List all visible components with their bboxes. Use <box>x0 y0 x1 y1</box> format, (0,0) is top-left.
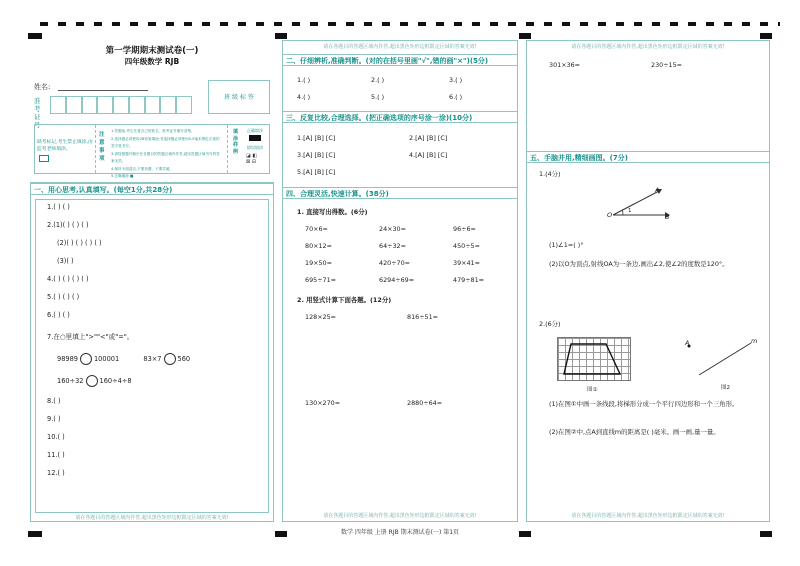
judge-4[interactable]: 4.( ) <box>297 93 311 101</box>
q2-label: 2.(6分) <box>539 320 561 328</box>
vertical-calc[interactable]: 2880÷64= <box>407 399 443 407</box>
compare-circle[interactable] <box>86 375 98 387</box>
notice-lines: 1.答题前,考生先将自己的姓名、准考证号填写清楚。 2.选择题必须使用2B铅笔填涂;非选择题必须使用0.5毫米黑色字迹的签字笔书写。 3.请按照题号顺序在各题目的答题区域内作答,超出答题区域书写的答案无效。 4.保持卡面清洁,不要折叠、不要弄破。 5.正确填涂 ■ <box>111 129 220 178</box>
oral-calc[interactable]: 80×12= <box>305 242 332 250</box>
judge-1[interactable]: 1.( ) <box>297 76 311 84</box>
column-3 <box>526 40 770 522</box>
ray-oa <box>613 191 659 215</box>
vertical-calc[interactable]: 128×25= <box>305 313 337 321</box>
point-label-a: A <box>655 186 660 194</box>
absent-checkbox[interactable] <box>39 155 49 162</box>
column-1 <box>30 40 274 522</box>
answer-line-12[interactable]: 12.( ) <box>47 469 65 477</box>
notice-heading: 注意事项 <box>99 132 105 162</box>
hint-text: 请在各题目的答题区域内作答,超出黑色矩形边框限定区域的答案无效! <box>323 513 477 519</box>
oral-calc[interactable]: 6294÷69≈ <box>379 276 415 284</box>
wrong-fill-label: 错误填涂 <box>247 145 263 150</box>
section-4-title: 四、合理灵活,快速计算。(38分) <box>283 187 517 199</box>
answer-line-2-3[interactable]: (3)( ) <box>57 257 74 265</box>
sub-question-2: 2. 用竖式计算下面各题。(12分) <box>297 296 392 304</box>
choice-4[interactable]: 4.[A] [B] [C] <box>409 151 448 159</box>
angle-arc <box>622 210 623 215</box>
hint-text: 请在各题目的答题区域内作答,超出黑色矩形边框限定区域的答案无效! <box>571 513 725 519</box>
choice-3[interactable]: 3.[A] [B] [C] <box>297 151 336 159</box>
answer-line-9[interactable]: 9.( ) <box>47 415 61 423</box>
timing-mark <box>760 33 772 39</box>
oral-calc[interactable]: 64÷32= <box>379 242 406 250</box>
choice-2[interactable]: 2.[A] [B] [C] <box>409 134 448 142</box>
compare-row-2: 160÷32 160÷4÷8 <box>57 377 132 385</box>
trapezoid-shape <box>564 344 620 374</box>
trapezoid-figure <box>557 337 631 381</box>
name-label: 姓名: <box>34 83 51 91</box>
answer-line-6[interactable]: 6.( ) ( ) <box>47 311 70 319</box>
notice-box <box>34 124 270 178</box>
hint-text: 请在各题目的答题区域内作答,超出黑色矩形边框限定区域的答案无效! <box>75 515 229 521</box>
timing-mark <box>28 531 42 537</box>
point-label-a2: A <box>685 339 690 347</box>
oral-calc[interactable]: 96÷6= <box>453 225 476 233</box>
wrong-fill-samples: ◪ ◧ ⊠ ⊟ <box>246 153 258 165</box>
judge-3[interactable]: 3.( ) <box>449 76 463 84</box>
correct-fill-label: 正确填涂 <box>247 128 263 133</box>
vertical-calc[interactable]: 816÷51= <box>407 313 439 321</box>
q1-part-1[interactable]: (1)∠1=( )° <box>549 241 584 249</box>
judge-2[interactable]: 2.( ) <box>371 76 385 84</box>
fill-sample-heading: 填 涂 样 例 <box>233 129 239 155</box>
column-2 <box>282 40 518 522</box>
choice-5[interactable]: 5.[A] [B] [C] <box>297 168 336 176</box>
compare-circle[interactable] <box>80 353 92 365</box>
figure-2-label: 图2 <box>721 385 730 391</box>
oral-calc[interactable]: 695÷71≈ <box>305 276 337 284</box>
section-3-title: 三、反复比较,合理选择。(把正确选项的序号涂一涂)(10分) <box>283 111 517 123</box>
point-label-o: O <box>607 211 613 219</box>
vertical-calc[interactable]: 230÷15= <box>651 61 683 69</box>
line-label-m: m <box>751 337 758 345</box>
figure-1-label: 图① <box>587 387 598 393</box>
section-1-box <box>30 182 274 522</box>
class-label-box: 班 级 标 签 <box>208 80 270 114</box>
section-2-title: 二、仔细辨析,准确判断。(对的在括号里画"√",错的画"×")(5分) <box>283 54 517 66</box>
exam-no-boxes[interactable] <box>50 96 192 114</box>
timing-mark <box>28 33 42 39</box>
q2-part-2[interactable]: (2)在图②中,点A到直线m的距离是( )毫米。画一画,量一量。 <box>549 428 720 436</box>
answer-line-2-2[interactable]: (2)( ) ( ) ( ) ( ) <box>57 239 102 247</box>
answer-line-2-1[interactable]: 2.(1)( ) ( ) ( ) <box>47 221 89 229</box>
answer-line-4[interactable]: 4.( ) ( ) ( ) ( ) <box>47 275 89 283</box>
choice-1[interactable]: 1.[A] [B] [C] <box>297 134 336 142</box>
q1-label: 1.(4分) <box>539 170 561 178</box>
vertical-calc[interactable]: 301×36= <box>549 61 581 69</box>
judge-6[interactable]: 6.( ) <box>449 93 463 101</box>
oral-calc[interactable]: 70×6= <box>305 225 328 233</box>
answer-line-1[interactable]: 1.( ) ( ) <box>47 203 70 211</box>
section-5-title: 五、手脑并用,精细画图。(7分) <box>527 151 769 163</box>
oral-calc[interactable]: 39×41≈ <box>453 259 480 267</box>
exam-no-label: 准考证号 <box>34 97 41 129</box>
oral-calc[interactable]: 450÷5= <box>453 242 480 250</box>
timing-mark <box>760 531 772 537</box>
point-label-b: B <box>665 213 670 221</box>
vertical-calc[interactable]: 130×270= <box>305 399 341 407</box>
q1-part-2: (2)以O为顶点,射线OA为一条边,画出∠2,使∠2的度数是120°。 <box>549 260 729 268</box>
hint-text: 请在各题目的答题区域内作答,超出黑色矩形边框限定区域的答案无效! <box>571 44 725 50</box>
hint-text: 请在各题目的答题区域内作答,超出黑色矩形边框限定区域的答案无效! <box>323 44 477 50</box>
timing-mark <box>519 33 531 39</box>
sub-question-1: 1. 直接写出得数。(6分) <box>297 208 368 216</box>
answer-line-8[interactable]: 8.( ) <box>47 397 61 405</box>
section-1-title: 一、用心思考,认真填写。(每空1分,共28分) <box>31 183 273 195</box>
answer-line-10[interactable]: 10.( ) <box>47 433 65 441</box>
timing-mark <box>275 33 287 39</box>
question-7-prompt: 7.在○里填上">""<"或"="。 <box>47 333 134 341</box>
compare-circle[interactable] <box>164 353 176 365</box>
q2-part-1: (1)在图①中画一条线段,将梯形分成一个平行四边形和一个三角形。 <box>549 400 739 408</box>
timing-mark <box>519 531 531 537</box>
oral-calc[interactable]: 24×30= <box>379 225 406 233</box>
name-line[interactable] <box>58 90 148 91</box>
oral-calc[interactable]: 19×50= <box>305 259 332 267</box>
judge-5[interactable]: 5.( ) <box>371 93 385 101</box>
answer-line-5[interactable]: 5.( ) ( ) ( ) <box>47 293 80 301</box>
correct-fill-sample <box>249 135 261 141</box>
page-title: 第一学期期末测试卷(一) <box>105 46 199 56</box>
page-footer: 数学 四年级 上册 RJB 期末测试卷(一) 第1页 <box>340 529 460 536</box>
oral-calc[interactable]: 479÷81≈ <box>453 276 485 284</box>
oral-calc[interactable]: 420÷70= <box>379 259 411 267</box>
compare-row-1: 98989 100001 83×7 560 <box>57 355 191 363</box>
top-timing-track <box>40 22 780 26</box>
page-subtitle: 四年级数学 RJB <box>124 57 180 66</box>
absent-note: 缺考标记,考生禁止填涂,由监考老师填涂。 <box>37 140 93 152</box>
angle-label-1: 1 <box>628 208 632 214</box>
angle-figure <box>597 175 707 225</box>
answer-line-11[interactable]: 11.( ) <box>47 451 65 459</box>
line-m <box>699 343 751 375</box>
